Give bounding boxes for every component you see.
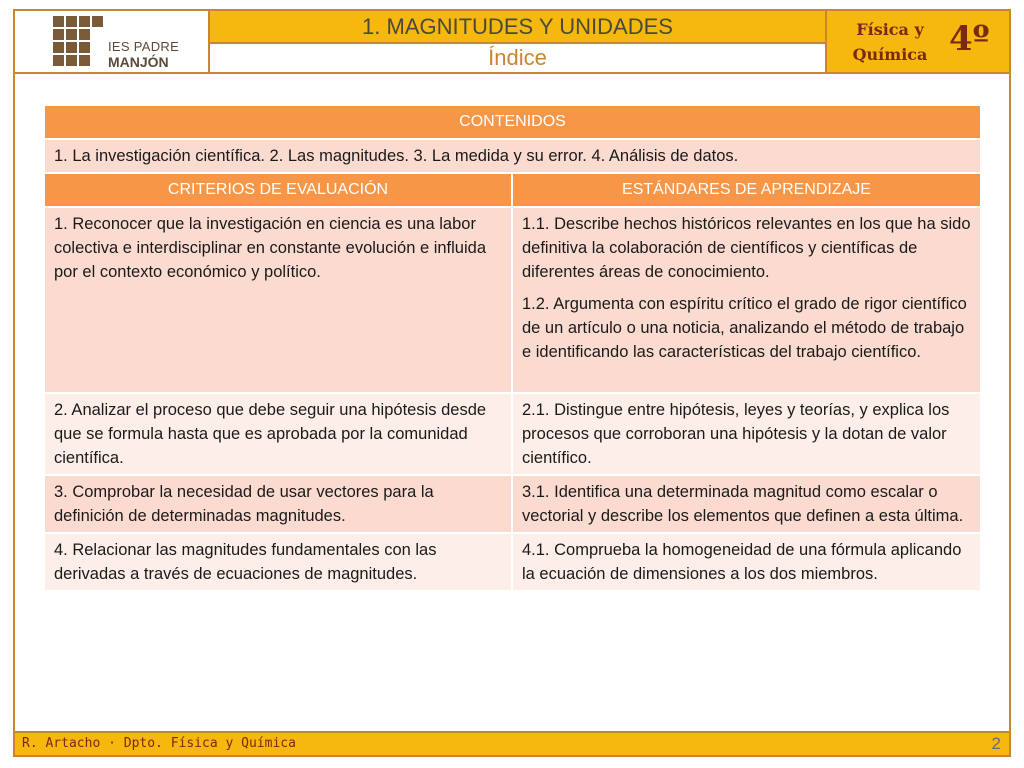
contents-text: 1. La investigación científica. 2. Las magnitudes. 3. La medida y su error. 4. Análisis de datos. (44, 139, 981, 173)
standards-cell (512, 207, 981, 393)
course-badge (825, 11, 1009, 74)
table-row (44, 533, 981, 591)
standard-text: 3.1. Identifica una determinada magnitud como escalar o vectorial y describe los elementos que definen a esta última. (522, 483, 964, 525)
standards-cell (512, 533, 981, 591)
course-level: 4º (949, 19, 990, 59)
table-row (44, 393, 981, 475)
logo-text-line1: IES PADRE (108, 39, 180, 54)
logo-text-line2: MANJÓN (108, 54, 169, 70)
contents-header-row (44, 105, 981, 139)
criterion-cell: 4. Relacionar las magnitudes fundamentales con las derivadas a través de ecuaciones de magnitudes. (44, 533, 512, 591)
standards-cell (512, 475, 981, 533)
course-subject: Física y Química (852, 20, 928, 64)
criteria-header: CRITERIOS DE EVALUACIÓN (44, 173, 512, 207)
subtitle-bar (210, 44, 825, 74)
columns-header-row (44, 173, 981, 207)
standard-text: 2.1. Distingue entre hipótesis, leyes y teorías, y explica los procesos que corroboran una hipótesis y la dotan de valor científico. (522, 401, 950, 467)
standards-cell (512, 393, 981, 475)
footer-author: R. Artacho · Dpto. Física y Química (22, 736, 296, 751)
criterion-cell: 2. Analizar el proceso que debe seguir una hipótesis desde que se formula hasta que es aprobada por la comunidad científica. (44, 393, 512, 475)
standards-header: ESTÁNDARES DE APRENDIZAJE (512, 173, 981, 207)
school-logo (15, 11, 210, 74)
standard-text: 4.1. Comprueba la homogeneidad de una fórmula aplicando la ecuación de dimensiones a los dos miembros. (522, 541, 962, 583)
page-title: 1. MAGNITUDES Y UNIDADES (362, 13, 673, 39)
title-bar (210, 11, 825, 44)
criterion-cell: 3. Comprobar la necesidad de usar vectores para la definición de determinadas magnitudes. (44, 475, 512, 533)
standard-text: 1.1. Describe hechos históricos relevantes en los que ha sido definitiva la colaboración de científicos y científicas de diferentes áreas de conocimiento. (522, 215, 971, 281)
curriculum-table (43, 104, 982, 592)
table-row (44, 207, 981, 393)
table-row (44, 475, 981, 533)
contents-row (44, 139, 981, 173)
footer-bar (15, 731, 1009, 755)
contents-header: CONTENIDOS (44, 105, 981, 139)
page-number: 2 (991, 734, 1001, 753)
logo-grid-icon (53, 16, 105, 68)
criterion-cell: 1. Reconocer que la investigación en ciencia es una labor colectiva e interdisciplinar en constante evolución e influida por el contexto económico y político. (44, 207, 512, 393)
page-subtitle: Índice (488, 45, 547, 70)
standard-text: 1.2. Argumenta con espíritu crítico el grado de rigor científico de un artículo o una noticia, analizando el método de trabajo e identificando las características del trabajo científico. (522, 295, 967, 361)
